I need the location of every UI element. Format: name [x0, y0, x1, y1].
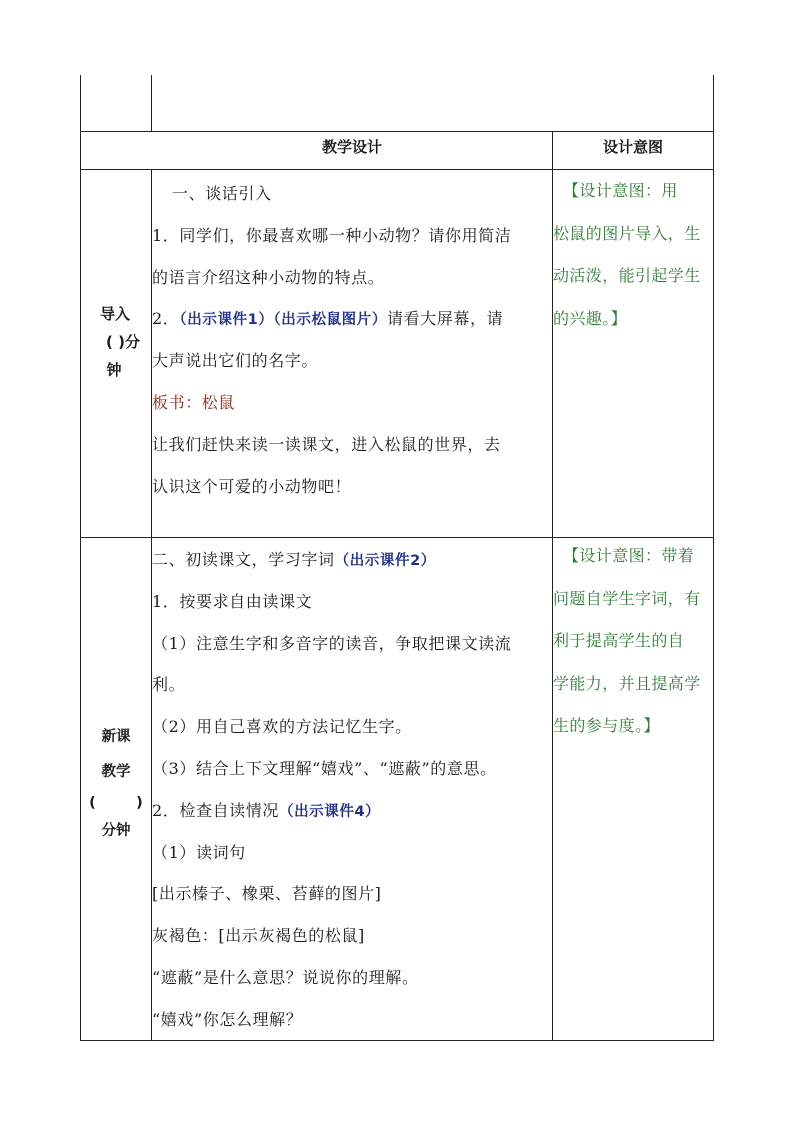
text-run: 2．检查自读情况 [152, 800, 279, 820]
newlesson-paragraph [152, 832, 552, 874]
newlesson-intent-line: 利于提高学生的自 [553, 631, 685, 650]
intro-stage-cell [80, 300, 152, 384]
newlesson-paragraph [152, 999, 552, 1041]
intro-intent-line: 【设计意图：用 [563, 181, 678, 200]
intro-stage-line: ( )分 [106, 333, 140, 351]
text-run: [出示榛子、橡栗、苔藓的图片] [152, 884, 382, 904]
table-border-left [80, 75, 81, 1041]
newlesson-intent-line: 学能力，并且提高学 [553, 673, 701, 693]
text-run: “嬉戏”你怎么理解？ [152, 1009, 303, 1029]
newlesson-paragraph [152, 623, 552, 665]
newlesson-paragraph [152, 581, 552, 623]
courseware-note: （出示课件4） [278, 803, 381, 820]
newlesson-paragraph [152, 915, 552, 957]
intro-content-cell [152, 173, 552, 507]
blackboard-note: 板书：松鼠 [152, 392, 236, 412]
text-run: 1．同学们，你最喜欢哪一种小动物？请你用简洁 [152, 225, 512, 245]
text-run: 请看大屏幕，请 [386, 309, 504, 329]
newlesson-intent-cell [553, 535, 713, 748]
newlesson-stage-line: ( ) [89, 795, 143, 811]
newlesson-paragraph [152, 790, 552, 832]
newlesson-stage-line: 分钟 [101, 823, 131, 839]
header-design-intent: 设计意图 [602, 137, 663, 156]
intro-paragraph [152, 298, 552, 340]
text-run: （1）注意生字和多音字的读音，争取把课文读流 [152, 633, 512, 653]
text-run: 二、初读课文，学习字词 [152, 550, 335, 569]
newlesson-intent-line: 问题自学生字词，有 [553, 588, 701, 608]
courseware-note: （出示课件1）（出示松鼠图片） [179, 312, 387, 329]
intro-intent-line: 动活泼，能引起学生 [553, 266, 701, 285]
header-teaching-design: 教学设计 [321, 137, 382, 156]
text-run: 认识这个可爱的小动物吧！ [152, 476, 352, 496]
table-col-divider-stage-top [151, 75, 152, 131]
intro-intent-line: 的兴趣。】 [553, 308, 628, 328]
newlesson-paragraph [152, 748, 552, 790]
newlesson-stage-line: 新课 [101, 729, 131, 745]
text-run: “遮蔽”是什么意思？说说你的理解。 [152, 967, 419, 987]
intro-paragraph [152, 215, 552, 257]
intro-intent-cell [553, 170, 713, 340]
text-run: 1．按要求自由读课文 [152, 591, 313, 611]
intro-paragraph [152, 257, 552, 299]
intro-intent-line: 松鼠的图片导入，生 [553, 223, 701, 243]
newlesson-stage-line: 教学 [101, 764, 131, 780]
text-run: 灰褐色：[出示灰褐色的松鼠] [152, 926, 365, 946]
text-run: 一、谈话引入 [172, 184, 272, 203]
intro-paragraph [152, 466, 552, 508]
table-border-right [713, 75, 714, 1041]
intro-stage-line: 导入 [99, 305, 130, 323]
intro-stage-line: 钟 [106, 361, 122, 379]
newlesson-stage-cell [80, 720, 152, 846]
text-run: （1）读词句 [152, 842, 246, 862]
text-run: 2． [152, 309, 180, 329]
intro-paragraph [152, 340, 552, 382]
newlesson-paragraph [152, 706, 552, 748]
newlesson-intent-line: 【设计意图：带着 [563, 546, 695, 565]
intro-paragraph [152, 382, 552, 424]
newlesson-intent-line: 生的参与度。】 [553, 716, 660, 735]
text-run: （2）用自己喜欢的方法记忆生字。 [152, 717, 412, 737]
text-run: 利。 [152, 675, 186, 695]
text-run: 让我们赶快来读一读课文，进入松鼠的世界，去 [152, 434, 501, 454]
newlesson-paragraph [152, 957, 552, 999]
newlesson-paragraph [152, 873, 552, 915]
newlesson-paragraph [152, 664, 552, 706]
newlesson-content-cell [152, 539, 552, 1041]
intro-paragraph [152, 173, 552, 215]
courseware-note: （出示课件2） [334, 553, 436, 569]
text-run: 的语言介绍这种小动物的特点。 [152, 267, 385, 287]
text-run: 大声说出它们的名字。 [152, 351, 319, 371]
newlesson-paragraph [152, 539, 552, 581]
text-run: （3）结合上下文理解“嬉戏”、“遮蔽”的意思。 [152, 758, 497, 778]
intro-paragraph [152, 424, 552, 466]
